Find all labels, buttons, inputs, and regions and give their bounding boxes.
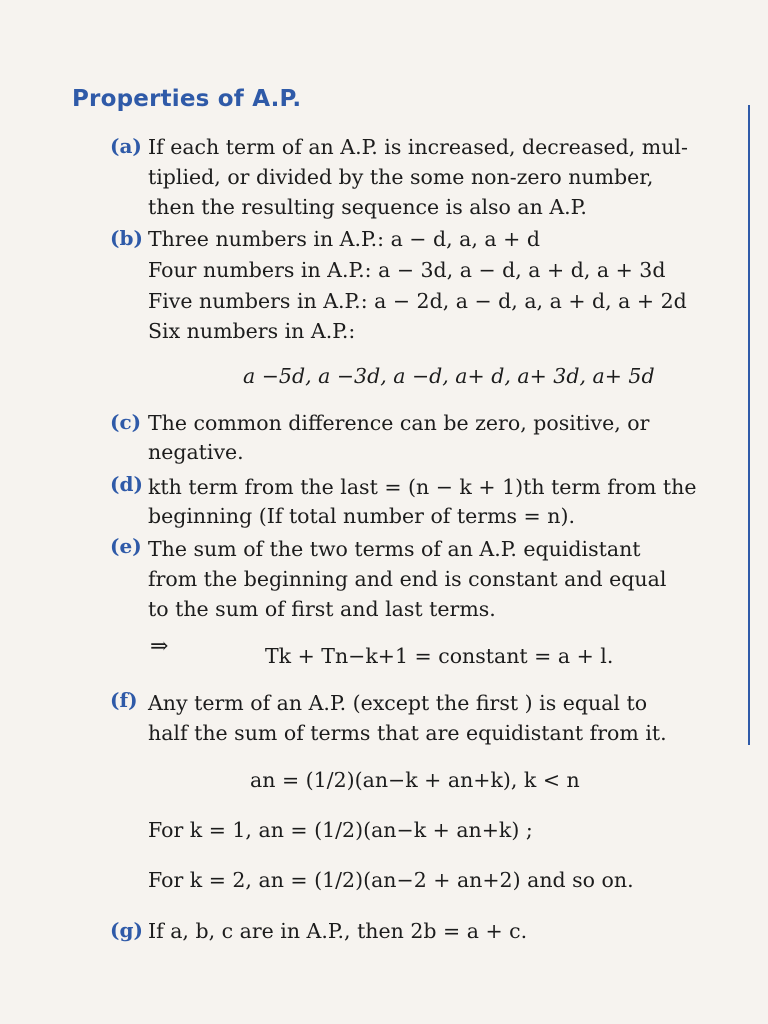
item-e-label: (e): [110, 534, 142, 558]
item-a-line-3: then the resulting sequence is also an A.P.: [148, 195, 587, 219]
item-f-formula-general: an = (1/2)(an−k + an+k), k < n: [250, 768, 580, 792]
item-a-label: (a): [110, 134, 142, 158]
item-b-five-numbers: Five numbers in A.P.: a − 2d, a − d, a, a + d, a + 2d: [148, 289, 687, 313]
item-c-label: (c): [110, 410, 142, 434]
margin-rule: [748, 105, 750, 745]
item-f-label: (f): [110, 688, 138, 712]
item-d-line-2: beginning (If total number of terms = n).: [148, 504, 575, 528]
item-a-line-2: tiplied, or divided by the some non-zero number,: [148, 165, 654, 189]
item-f-line-1: Any term of an A.P. (except the first ) is equal to: [148, 691, 648, 715]
section-heading: Properties of A.P.: [72, 86, 302, 112]
item-g-line: If a, b, c are in A.P., then 2b = a + c.: [148, 919, 528, 943]
item-b-four-numbers: Four numbers in A.P.: a − 3d, a − d, a + d, a + 3d: [148, 258, 666, 282]
item-d-label: (d): [110, 472, 143, 496]
item-d-line-1: kth term from the last = (n − k + 1)th term from the: [148, 475, 697, 499]
item-f-formula-k1: For k = 1, an = (1/2)(an−k + an+k) ;: [148, 818, 533, 842]
item-b-label: (b): [110, 226, 143, 250]
item-c-line-1: The common difference can be zero, positive, or: [148, 411, 650, 435]
implies-arrow: ⇒: [150, 634, 169, 659]
item-a-line-1: If each term of an A.P. is increased, decreased, mul-: [148, 135, 688, 159]
item-e-line-3: to the sum of first and last terms.: [148, 597, 496, 621]
item-g-label: (g): [110, 918, 143, 942]
item-c-line-2: negative.: [148, 440, 244, 464]
item-f-formula-k2: For k = 2, an = (1/2)(an−2 + an+2) and so on.: [148, 868, 634, 892]
item-b-three-numbers: Three numbers in A.P.: a − d, a, a + d: [148, 227, 540, 251]
item-e-line-2: from the beginning and end is constant and equal: [148, 567, 667, 591]
item-b-six-numbers: Six numbers in A.P.:: [148, 319, 356, 343]
item-e-line-1: The sum of the two terms of an A.P. equidistant: [148, 537, 641, 561]
item-e-formula: Tk + Tn−k+1 = constant = a + l.: [265, 644, 614, 668]
item-f-line-2: half the sum of terms that are equidistant from it.: [148, 721, 667, 745]
item-b-six-terms: a −5d, a −3d, a −d, a+ d, a+ 3d, a+ 5d: [243, 364, 655, 388]
